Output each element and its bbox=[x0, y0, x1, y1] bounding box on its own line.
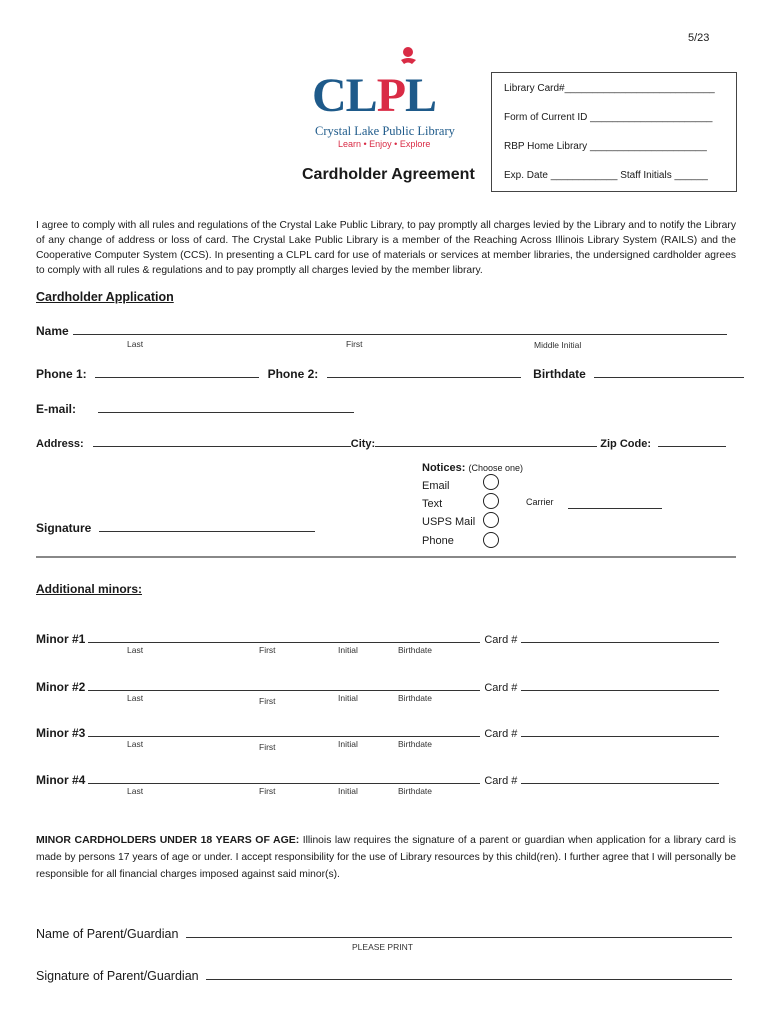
minor-label: Minor #2 bbox=[36, 680, 86, 694]
usps-radio[interactable] bbox=[483, 512, 499, 528]
guardian-signature-row bbox=[36, 967, 732, 985]
minor-card-label: Card # bbox=[484, 775, 518, 787]
name-first-caption: First bbox=[346, 339, 363, 349]
name-last-caption: Last bbox=[127, 339, 144, 349]
minor-last-caption: Last bbox=[127, 693, 144, 703]
phone1-label: Phone 1: bbox=[36, 367, 87, 381]
please-print-caption: PLEASE PRINT bbox=[352, 942, 413, 952]
email-row bbox=[36, 400, 354, 418]
minor-label: Minor #3 bbox=[36, 726, 86, 740]
notice-option-phone: Phone bbox=[422, 535, 454, 547]
minor-cardholder-notice bbox=[36, 832, 736, 883]
minor-birthdate-caption: Birthdate bbox=[398, 693, 433, 703]
minor-initial-caption: Initial bbox=[338, 645, 358, 655]
birthdate-input[interactable] bbox=[594, 366, 744, 378]
minor-notice-heading: MINOR CARDHOLDERS UNDER 18 YEARS OF AGE: bbox=[36, 834, 300, 846]
phone-row bbox=[36, 365, 744, 383]
rbp-home-library-field[interactable]: RBP Home Library _____________________ bbox=[504, 141, 707, 152]
guardian-name-row bbox=[36, 925, 732, 943]
clpl-logo bbox=[308, 44, 468, 154]
zip-label: Zip Code: bbox=[600, 438, 651, 450]
address-row bbox=[36, 435, 726, 450]
minor-label: Minor #1 bbox=[36, 632, 86, 646]
carrier-input[interactable] bbox=[568, 497, 662, 509]
city-label: City: bbox=[350, 438, 376, 450]
minor-birthdate-caption: Birthdate bbox=[398, 645, 433, 655]
zip-input[interactable] bbox=[658, 435, 726, 447]
notice-option-email: Email bbox=[422, 480, 450, 492]
minor-label: Minor #4 bbox=[36, 773, 86, 787]
email-label: E-mail: bbox=[36, 402, 77, 416]
minor-last-caption: Last bbox=[127, 645, 144, 655]
guardian-signature-label: Signature of Parent/Guardian bbox=[36, 969, 199, 983]
minor-first-caption: First bbox=[259, 786, 276, 796]
email-input[interactable] bbox=[98, 401, 354, 413]
minor-card-label: Card # bbox=[484, 682, 518, 694]
name-row bbox=[36, 322, 727, 340]
address-label: Address: bbox=[36, 438, 84, 450]
minor-card-label: Card # bbox=[484, 634, 518, 646]
exp-date-staff-initials-field[interactable]: Exp. Date ____________ Staff Initials ______ bbox=[504, 170, 708, 181]
minor-first-caption: First bbox=[259, 696, 276, 706]
minor-card-label: Card # bbox=[484, 728, 518, 740]
name-input[interactable] bbox=[73, 323, 727, 335]
minor-last-caption: Last bbox=[127, 739, 144, 749]
signature-row bbox=[36, 519, 315, 537]
notices-heading bbox=[422, 462, 523, 474]
logo-tagline: Learn • Enjoy • Explore bbox=[338, 139, 431, 149]
minors-heading: Additional minors: bbox=[36, 582, 142, 596]
city-input[interactable] bbox=[375, 435, 597, 447]
notice-option-usps: USPS Mail bbox=[422, 516, 476, 528]
minor-birthdate-caption: Birthdate bbox=[398, 786, 433, 796]
section-divider bbox=[36, 556, 736, 558]
staff-use-box bbox=[491, 72, 737, 192]
guardian-signature-input[interactable] bbox=[206, 968, 732, 980]
minor-initial-caption: Initial bbox=[338, 739, 358, 749]
notices-label: Notices: bbox=[422, 462, 466, 474]
minor-notice-text: Illinois law requires the signature of a parent or guardian when application for a library card is made by persons 17 years of age or under. I accept responsibility for the use of Library resources by this child(ren). I further agree that I will personally be responsible for all financial charges imposed against said minor(s). bbox=[36, 835, 737, 880]
signature-label: Signature bbox=[36, 521, 92, 535]
phone1-input[interactable] bbox=[95, 366, 259, 378]
logo-wordmark: CLPL bbox=[312, 69, 437, 122]
minor-first-caption: First bbox=[259, 645, 276, 655]
minor-name-input[interactable] bbox=[88, 772, 480, 784]
minor-card-input[interactable] bbox=[521, 772, 719, 784]
carrier-label: Carrier bbox=[526, 497, 554, 507]
name-middle-caption: Middle Initial bbox=[534, 340, 582, 350]
address-input[interactable] bbox=[93, 435, 351, 447]
minor-card-input[interactable] bbox=[521, 631, 719, 643]
guardian-name-input[interactable] bbox=[186, 926, 732, 938]
phone-radio[interactable] bbox=[483, 532, 499, 548]
guardian-name-label: Name of Parent/Guardian bbox=[36, 927, 179, 941]
minor-birthdate-caption: Birthdate bbox=[398, 739, 433, 749]
application-heading: Cardholder Application bbox=[36, 290, 174, 304]
minor-initial-caption: Initial bbox=[338, 693, 358, 703]
signature-input[interactable] bbox=[99, 520, 315, 532]
minor-initial-caption: Initial bbox=[338, 786, 358, 796]
birthdate-label: Birthdate bbox=[533, 367, 586, 381]
text-radio[interactable] bbox=[483, 493, 499, 509]
phone2-label: Phone 2: bbox=[267, 367, 319, 381]
notices-hint: (Choose one) bbox=[468, 463, 524, 473]
minor-card-input[interactable] bbox=[521, 725, 719, 737]
form-revision-date: 5/23 bbox=[688, 32, 710, 44]
logo-library-name: Crystal Lake Public Library bbox=[315, 124, 455, 138]
library-card-number-field[interactable]: Library Card#___________________________ bbox=[504, 83, 715, 94]
current-id-field[interactable]: Form of Current ID ______________________ bbox=[504, 112, 713, 123]
minor-last-caption: Last bbox=[127, 786, 144, 796]
page-title: Cardholder Agreement bbox=[302, 166, 475, 183]
minor-name-input[interactable] bbox=[88, 679, 480, 691]
agreement-text: I agree to comply with all rules and regulations of the Crystal Lake Public Library, to pay promptly all charges levied by the Library and to notify the Library of any change of address or loss of card. The Crystal Lake Public Library is a member of the Reaching Across Illinois Library System (RAILS) and the Cooperative Computer System (CCS). In presenting a CLPL card for use of materials or services at member libraries, the undersigned cardholder agrees to comply with all rules & regulations and to pay promptly all charges levied by the member library. bbox=[36, 220, 736, 276]
minor-name-input[interactable] bbox=[88, 631, 480, 643]
email-radio[interactable] bbox=[483, 474, 499, 490]
minor-name-input[interactable] bbox=[88, 725, 480, 737]
notice-option-text: Text bbox=[422, 498, 443, 510]
minor-first-caption: First bbox=[259, 742, 276, 752]
phone2-input[interactable] bbox=[327, 366, 521, 378]
minor-card-input[interactable] bbox=[521, 679, 719, 691]
name-label: Name bbox=[36, 324, 69, 338]
